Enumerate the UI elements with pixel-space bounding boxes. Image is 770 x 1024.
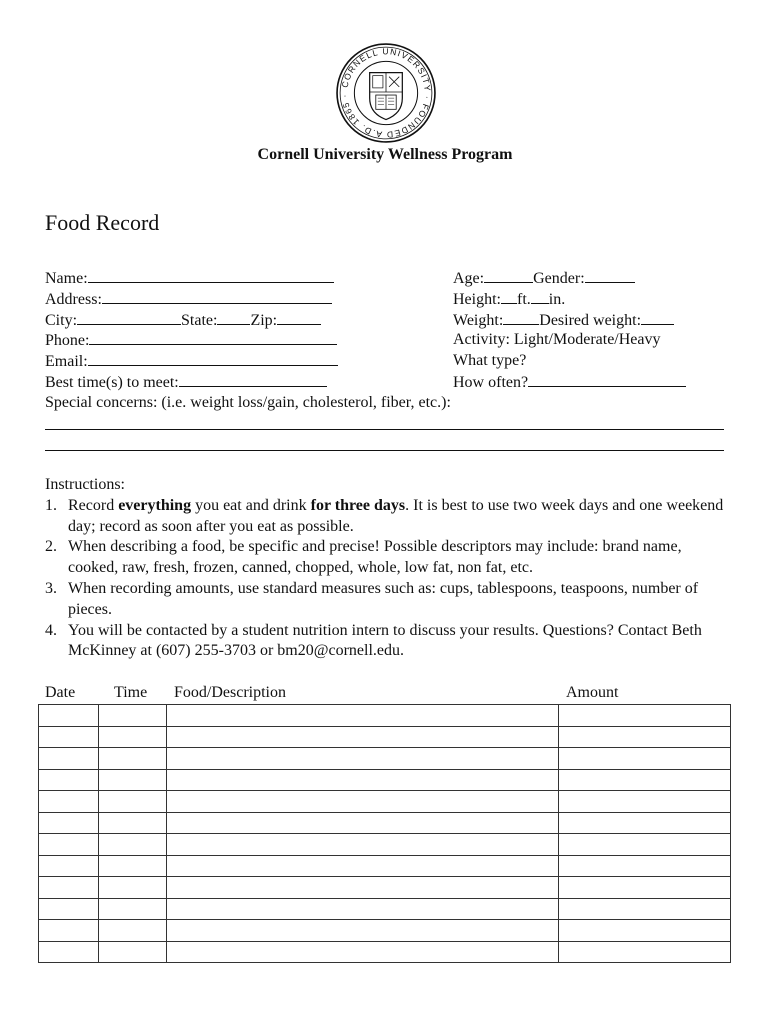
food-description-cell[interactable] (167, 834, 559, 856)
table-row (39, 877, 731, 899)
how-often-row (453, 372, 686, 393)
instruction-text: . It is best to use two week days and one weekend day; record as soon after you eat as possible. (68, 496, 724, 535)
instruction-item (45, 579, 735, 621)
special-concerns-line-2[interactable] (45, 450, 724, 451)
time-cell[interactable] (99, 877, 167, 899)
how-often-label: How often? (453, 373, 529, 391)
instructions-heading: Instructions: (45, 476, 125, 493)
age-gender-row (453, 268, 686, 289)
what-type-row (453, 351, 686, 372)
special-concerns-row (45, 393, 451, 414)
column-header-date: Date (45, 684, 76, 701)
time-cell[interactable] (99, 941, 167, 963)
food-description-cell[interactable] (167, 748, 559, 770)
activity-label: Activity: Light/Moderate/Heavy (453, 331, 661, 349)
weight-label: Weight: (453, 311, 504, 329)
height-label: Height: (453, 290, 501, 308)
weight-row (453, 310, 686, 331)
instructions (45, 475, 735, 662)
cornell-seal-logo (335, 42, 437, 144)
gender-field[interactable] (585, 268, 635, 283)
table-row (39, 941, 731, 963)
table-row (39, 705, 731, 727)
time-cell[interactable] (99, 705, 167, 727)
amount-cell[interactable] (559, 898, 731, 920)
in-label: in. (548, 290, 566, 308)
special-concerns-line-1[interactable] (45, 429, 724, 430)
svg-text:CORNELL UNIVERSITY · FOUNDED A: CORNELL UNIVERSITY · FOUNDED A.D. 1865 · (339, 46, 433, 140)
form-title: Food Record (45, 210, 160, 235)
food-description-cell[interactable] (167, 920, 559, 942)
amount-cell[interactable] (559, 941, 731, 963)
date-cell[interactable] (39, 898, 99, 920)
column-header-time: Time (114, 684, 148, 701)
amount-cell[interactable] (559, 812, 731, 834)
instruction-text: When recording amounts, use standard measures such as: cups, tablespoons, teaspoons, number of pieces. (68, 579, 699, 618)
amount-cell[interactable] (559, 726, 731, 748)
email-label: Email: (45, 353, 88, 371)
instruction-emphasis: everything (118, 496, 192, 514)
ft-label: ft. (517, 290, 531, 308)
height-in-field[interactable] (531, 289, 549, 304)
time-cell[interactable] (99, 898, 167, 920)
instruction-number: 3. (45, 579, 57, 597)
amount-cell[interactable] (559, 705, 731, 727)
time-cell[interactable] (99, 855, 167, 877)
best-times-label: Best time(s) to meet: (45, 373, 179, 391)
height-row (453, 289, 686, 310)
date-cell[interactable] (39, 812, 99, 834)
amount-cell[interactable] (559, 769, 731, 791)
what-type-label: What type? (453, 352, 527, 370)
food-description-cell[interactable] (167, 791, 559, 813)
name-label: Name: (45, 270, 88, 287)
food-description-cell[interactable] (167, 769, 559, 791)
address-row (45, 289, 451, 310)
table-row (39, 769, 731, 791)
instruction-number: 1. (45, 496, 57, 514)
table-row (39, 812, 731, 834)
table-row (39, 855, 731, 877)
how-often-field[interactable] (528, 372, 686, 387)
height-ft-field[interactable] (501, 289, 517, 304)
food-description-cell[interactable] (167, 726, 559, 748)
date-cell[interactable] (39, 877, 99, 899)
city-row (45, 310, 451, 331)
desired-weight-label: Desired weight: (539, 311, 642, 329)
food-description-cell[interactable] (167, 705, 559, 727)
time-cell[interactable] (99, 920, 167, 942)
instruction-text: Record (68, 496, 119, 514)
address-label: Address: (45, 290, 102, 308)
desired-weight-field[interactable] (641, 310, 674, 325)
city-field[interactable] (77, 310, 181, 325)
instruction-text: You will be contacted by a student nutrition intern to discuss your results. Questions? Contact Beth McKinney at (607) 255-3703 or bm20@cornell.edu. (68, 621, 702, 660)
gender-label: Gender: (533, 270, 585, 287)
personal-info-left (45, 268, 451, 414)
amount-cell[interactable] (559, 834, 731, 856)
best-times-field[interactable] (179, 372, 327, 387)
activity-row (453, 330, 686, 351)
food-description-cell[interactable] (167, 812, 559, 834)
date-cell[interactable] (39, 769, 99, 791)
phone-row (45, 330, 451, 351)
column-header-food: Food/Description (174, 684, 286, 701)
age-field[interactable] (484, 268, 533, 283)
instruction-text: When describing a food, be specific and precise! Possible descriptors may include: brand name, cooked, raw, fresh, frozen, canned, chopped, whole, low fat, non fat, etc. (68, 538, 682, 577)
city-label: City: (45, 311, 78, 329)
date-cell[interactable] (39, 834, 99, 856)
amount-cell[interactable] (559, 855, 731, 877)
email-field[interactable] (88, 351, 338, 366)
time-cell[interactable] (99, 748, 167, 770)
instructions-list (45, 496, 735, 662)
best-times-row (45, 372, 451, 393)
food-log-table (38, 704, 731, 963)
date-cell[interactable] (39, 726, 99, 748)
name-row (45, 268, 451, 289)
table-row (39, 834, 731, 856)
date-cell[interactable] (39, 920, 99, 942)
time-cell[interactable] (99, 769, 167, 791)
instruction-item (45, 537, 735, 579)
date-cell[interactable] (39, 705, 99, 727)
special-concerns-label: Special concerns: (i.e. weight loss/gain, cholesterol, fiber, etc.): (45, 393, 451, 411)
date-cell[interactable] (39, 941, 99, 963)
food-description-cell[interactable] (167, 877, 559, 899)
amount-cell[interactable] (559, 748, 731, 770)
phone-field[interactable] (89, 330, 337, 345)
zip-label: Zip: (250, 311, 278, 329)
date-cell[interactable] (39, 855, 99, 877)
time-cell[interactable] (99, 812, 167, 834)
food-log-body (39, 705, 731, 963)
weight-field[interactable] (503, 310, 539, 325)
table-row (39, 898, 731, 920)
phone-label: Phone: (45, 332, 90, 350)
table-row (39, 726, 731, 748)
age-label: Age: (453, 270, 485, 287)
time-cell[interactable] (99, 726, 167, 748)
state-label: State: (181, 311, 218, 329)
food-description-cell[interactable] (167, 898, 559, 920)
address-field[interactable] (102, 289, 332, 304)
name-field[interactable] (88, 268, 334, 283)
instruction-text: you eat and drink (191, 496, 311, 514)
table-row (39, 748, 731, 770)
amount-cell[interactable] (559, 877, 731, 899)
instruction-emphasis: for three days (310, 496, 406, 514)
zip-field[interactable] (277, 310, 321, 325)
organization-title: Cornell University Wellness Program (257, 146, 513, 163)
amount-cell[interactable] (559, 920, 731, 942)
instruction-number: 4. (45, 621, 57, 639)
time-cell[interactable] (99, 834, 167, 856)
time-cell[interactable] (99, 791, 167, 813)
food-description-cell[interactable] (167, 855, 559, 877)
instruction-item (45, 621, 735, 663)
date-cell[interactable] (39, 748, 99, 770)
personal-info-right (453, 268, 686, 393)
food-description-cell[interactable] (167, 941, 559, 963)
instruction-number: 2. (45, 538, 57, 556)
column-header-amount: Amount (566, 684, 619, 701)
table-row (39, 920, 731, 942)
email-row (45, 351, 451, 372)
date-cell[interactable] (39, 791, 99, 813)
state-field[interactable] (217, 310, 250, 325)
amount-cell[interactable] (559, 791, 731, 813)
instruction-item (45, 496, 735, 538)
table-row (39, 791, 731, 813)
